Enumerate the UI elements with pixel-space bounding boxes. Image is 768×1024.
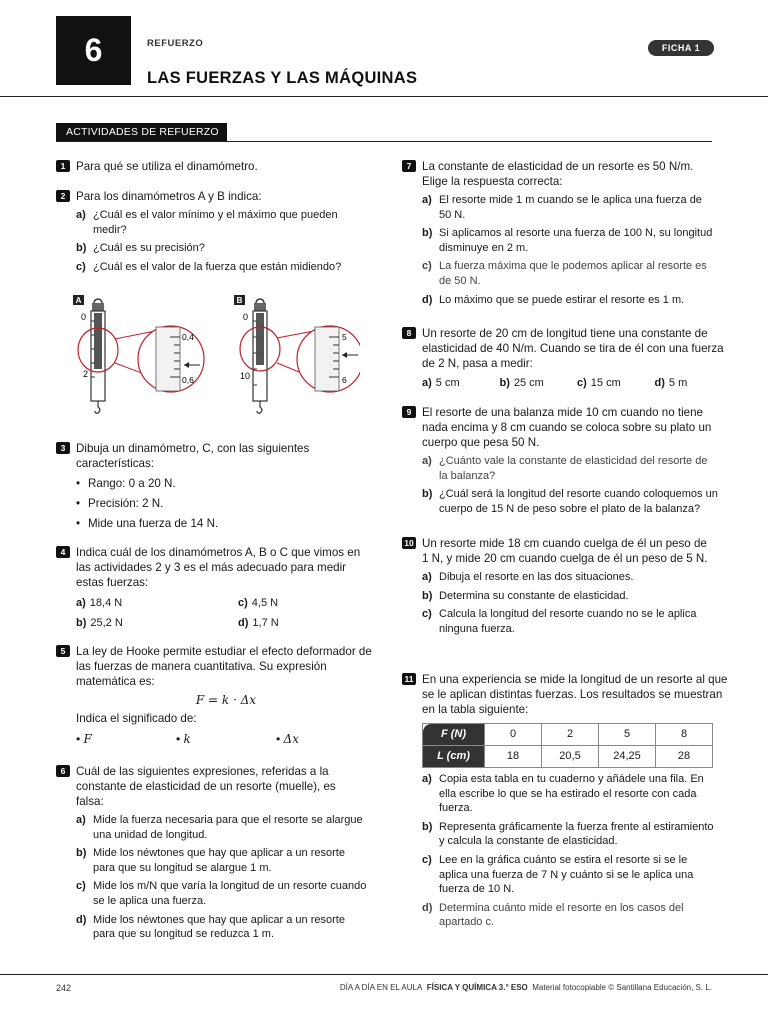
bullet-item: • Mide una fuerza de 14 N. (76, 516, 376, 531)
question-number: 4 (56, 546, 70, 558)
hooke-formula: F = k · Δx (195, 693, 257, 707)
table-cell: 28 (656, 746, 713, 768)
question-1 (60, 159, 376, 174)
label-a: A (75, 296, 82, 305)
subquestion-c: c) La fuerza máxima que le podemos aplicar al resorte es de 50 N. (422, 260, 707, 287)
scale-b-ten: 10 (239, 371, 250, 381)
zoom-b-value-2: 6 (342, 375, 347, 385)
table-cell: 24,25 (599, 746, 656, 768)
footer-rule (0, 974, 768, 975)
table-cell: 0 (485, 724, 542, 746)
subquestion-a: a) Copia esta tabla en tu cuaderno y añádele una fila. En ella escribe lo que se ha estirado el resorte con cada fuerza. (422, 773, 704, 815)
row-header: L (cm) (423, 746, 485, 768)
options-grid (76, 596, 376, 631)
question-2 (60, 189, 376, 274)
table-row (423, 724, 713, 746)
subquestion-b: b) Representa gráficamente la fuerza frente al estiramiento y calcula la constante de elasticidad. (422, 820, 714, 848)
table-row (423, 746, 713, 768)
table-cell: 2 (542, 724, 599, 746)
question-4 (60, 545, 376, 631)
question-6 (60, 764, 376, 942)
question-text: Un resorte de 20 cm de longitud tiene una constante de elasticidad de 40 N/m. Cuando se tira de él con una fuerza de 2 N, pasa a medir: (422, 327, 724, 370)
question-10 (404, 536, 732, 636)
bullet-item: • Precisión: 2 N. (76, 496, 376, 511)
question-number: 11 (402, 673, 416, 685)
bullet-item: • Rango: 0 a 20 N. (76, 476, 376, 491)
page-title: LAS FUERZAS Y LAS MÁQUINAS (147, 69, 418, 87)
subquestion-a: a) Mide la fuerza necesaria para que el resorte se alargue una unidad de longitud. (76, 814, 363, 841)
term-dx: • Δx (276, 732, 376, 747)
question-text-2: Indica el significado de: (76, 712, 197, 725)
subquestion-b: b) Mide los néwtones que hay que aplicar a un resorte para que su longitud se alargue 1 m. (76, 847, 345, 874)
dynamometer-figure (60, 293, 360, 423)
subquestion-a: a) ¿Cuánto vale la constante de elasticidad del resorte de la balanza? (422, 455, 708, 482)
footer-book: FÍSICA Y QUÍMICA 3.° ESO (426, 983, 528, 992)
subquestion-c: c) ¿Cuál es el valor de la fuerza que están midiendo? (76, 260, 342, 273)
subquestion-a: a) El resorte mide 1 m cuando se le aplica una fuerza de 50 N. (422, 194, 702, 221)
question-9 (406, 405, 732, 516)
question-text: Para qué se utiliza el dinamómetro. (76, 160, 258, 173)
dynamometer-a (91, 299, 105, 413)
subquestion-a: a) ¿Cuál es el valor mínimo y el máximo que pueden medir? (76, 209, 338, 236)
question-text: La ley de Hooke permite estudiar el efecto deformador de las fuerzas de manera cuantitativa. Su expresión matemática es: (76, 645, 372, 688)
subquestion-d: d) Determina cuánto mide el resorte en los casos del apartado c. (422, 901, 684, 929)
zoom-a-value-2: 0,6 (182, 375, 194, 385)
label-b: B (236, 296, 243, 305)
option-d: d) 5 m (654, 377, 688, 389)
subquestion-b: b) Determina su constante de elasticidad. (422, 589, 629, 602)
question-text: Indica cuál de los dinamómetros A, B o C que vimos en las actividades 2 y 3 es el más adecuado para medir estas fuerzas: (76, 546, 361, 589)
header-rule (0, 96, 768, 97)
option-b: b) 25 cm (499, 377, 544, 389)
question-number: 2 (56, 190, 70, 202)
page-number: 242 (56, 983, 72, 993)
table-cell: 18 (485, 746, 542, 768)
question-number: 6 (56, 765, 70, 777)
question-11 (404, 672, 732, 930)
question-number: 7 (402, 160, 416, 172)
footer-text (340, 983, 712, 992)
header-kicker: REFUERZO (147, 38, 204, 49)
option-c: c) 15 cm (577, 377, 621, 389)
unit-number-box: 6 (56, 16, 131, 85)
option-c: c) 4,5 N (238, 597, 279, 609)
question-text: El resorte de una balanza mide 10 cm cuando no tiene nada encima y 8 cm cuando se coloca sobre su plato un cuerpo que pesa 50 N. (422, 406, 712, 449)
option-d: d) 1,7 N (238, 617, 279, 629)
question-number: 1 (56, 160, 70, 172)
question-text: Un resorte mide 18 cm cuando cuelga de él un peso de 1 N, y mide 20 cm cuando cuelga de él un peso de 5 N. (422, 537, 708, 565)
dynamometer-b (253, 299, 267, 413)
footer-right: Material fotocopiable © Santillana Educación, S. L. (532, 983, 712, 992)
subquestion-b: b) ¿Cuál es su precisión? (76, 242, 205, 255)
question-number: 5 (56, 645, 70, 657)
row-header: F (N) (423, 724, 485, 746)
scale-a-zero: 0 (80, 312, 86, 322)
terms-list (76, 732, 376, 747)
question-number: 10 (402, 537, 416, 549)
question-number: 8 (402, 327, 416, 339)
subquestion-c: c) Calcula la longitud del resorte cuando no se le aplica ninguna fuerza. (422, 608, 697, 635)
section-title: ACTIVIDADES DE REFUERZO (56, 123, 227, 141)
question-text: Para los dinamómetros A y B indica: (76, 190, 262, 203)
scale-a-two: 2 (82, 369, 88, 379)
table-cell: 5 (599, 724, 656, 746)
question-text: Cuál de las siguientes expresiones, referidas a la constante de elasticidad de un resorte (muelle), es falsa: (76, 765, 336, 808)
subquestion-b: b) ¿Cuál será la longitud del resorte cuando coloquemos un cuerpo de 15 N de peso sobre el plato de la balanza? (422, 488, 718, 515)
question-8 (406, 326, 732, 391)
question-number: 3 (56, 442, 70, 454)
term-f: • F (76, 732, 176, 747)
question-text: En una experiencia se mide la longitud de un resorte al que se le aplican distintas fuerzas. Los resultados se muestran en la tabla siguiente: (422, 673, 728, 716)
zoom-a-value-1: 0,4 (182, 332, 194, 342)
option-a: a) 5 cm (422, 377, 460, 389)
question-text: Dibuja un dinamómetro, C, con las siguientes características: (76, 442, 310, 470)
question-3 (60, 441, 376, 531)
question-7 (406, 159, 732, 307)
table-cell: 20,5 (542, 746, 599, 768)
subquestion-d: d) Lo máximo que se puede estirar el resorte es 1 m. (422, 293, 685, 306)
subquestion-d: d) Mide los néwtones que hay que aplicar a un resorte para que su longitud se reduzca 1 m. (76, 913, 345, 941)
section-rule (56, 141, 712, 142)
footer-left: DÍA A DÍA EN EL AULA (339, 983, 423, 992)
subquestion-c: c) Mide los m/N que varía la longitud de un resorte cuando se le aplica una fuerza. (76, 880, 367, 907)
option-b: b) 25,2 N (76, 617, 123, 629)
subquestion-c: c) Lee en la gráfica cuánto se estira el resorte si se le aplica una fuerza de 7 N y cuánto si se le aplica una fuerza de 10 N. (422, 853, 694, 896)
table-cell: 8 (656, 724, 713, 746)
ficha-badge: FICHA 1 (648, 40, 714, 56)
scale-b-zero: 0 (242, 312, 248, 322)
question-5 (60, 644, 376, 747)
question-number: 9 (402, 406, 416, 418)
options-row (422, 376, 732, 391)
subquestion-b: b) Si aplicamos al resorte una fuerza de 100 N, su longitud disminuye en 2 m. (422, 227, 713, 254)
subquestion-a: a) Dibuja el resorte en las dos situaciones. (422, 571, 634, 583)
question-text: La constante de elasticidad de un resorte es 50 N/m. Elige la respuesta correcta: (422, 160, 694, 188)
term-k: • k (176, 732, 276, 747)
force-length-table (422, 723, 713, 768)
zoom-b-value-1: 5 (342, 332, 347, 342)
option-a: a) 18,4 N (76, 597, 123, 609)
